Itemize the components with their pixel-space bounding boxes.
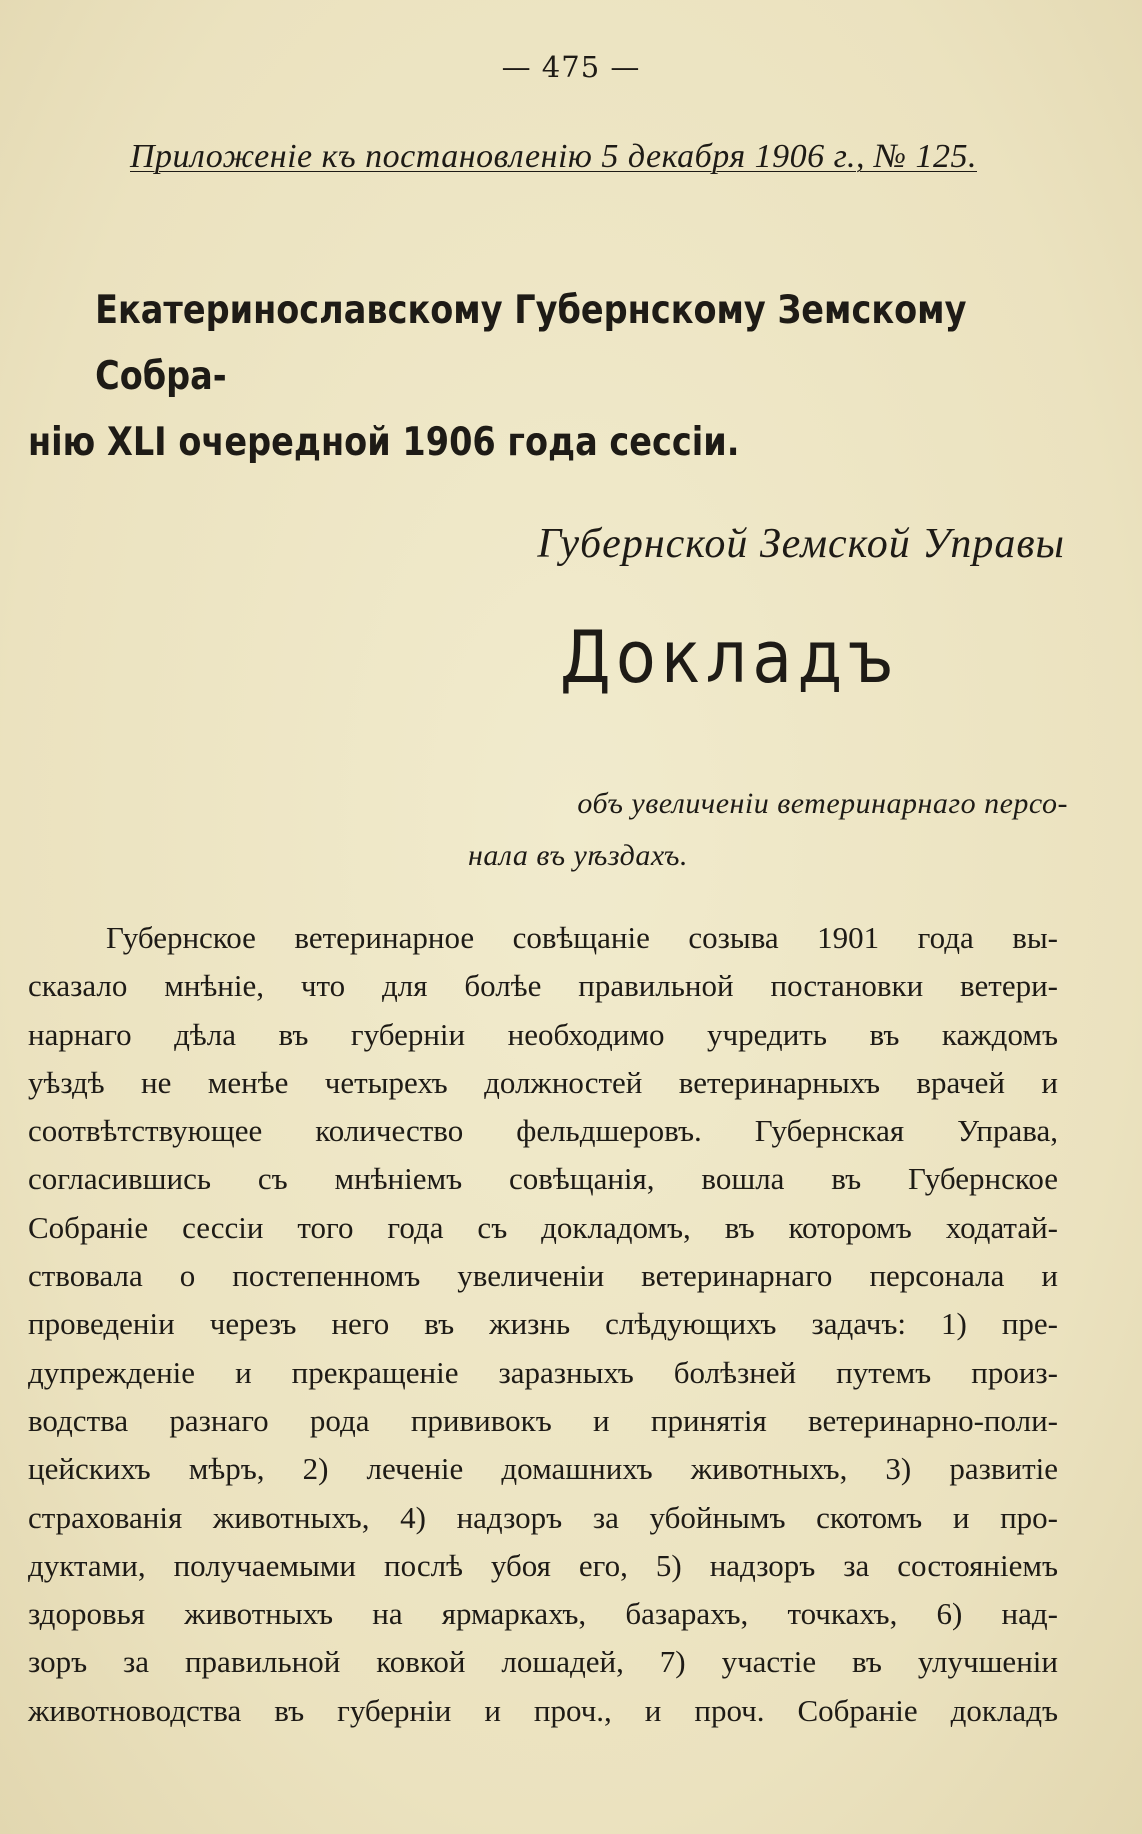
text-line: соотвѣтствующее количество фельдшеровъ. Губернская Управа, — [28, 1113, 1058, 1149]
document-heading — [28, 278, 1060, 476]
text-line: Губернское ветеринарное совѣщаніе созыва 1901 года вы- — [106, 920, 1058, 955]
issuing-authority: Губернской Земской Управы — [537, 521, 1065, 567]
text-line: цейскихъ мѣръ, 2) леченіе домашнихъ животныхъ, 3) развитіе — [28, 1451, 1058, 1487]
text-line: водства разнаго рода прививокъ и принятія ветеринарно-поли- — [28, 1402, 1058, 1438]
text-line: дуктами, получаемыми послѣ убоя его, 5) надзоръ за состояніемъ — [28, 1547, 1058, 1583]
page-number: — 475 — — [501, 50, 641, 84]
heading-line: Екатеринославскому Губернскому Земскому Собра- — [95, 288, 967, 399]
report-subject — [468, 778, 1068, 882]
subject-line: объ увеличеніи ветеринарнаго персо- — [577, 787, 1068, 820]
text-line: животноводства въ губерніи и проч., и проч. Собраніе докладъ — [28, 1692, 1058, 1728]
appendix-note: Приложеніе къ постановленію 5 декабря 1906 г., № 125. — [130, 138, 977, 175]
text-line: ствовала о постепенномъ увеличеніи ветеринарнаго персонала и — [28, 1258, 1058, 1294]
text-line: проведеніи черезъ него въ жизнь слѣдующихъ задачъ: 1) пре- — [28, 1306, 1058, 1342]
text-line: уѣздѣ не менѣе четырехъ должностей ветеринарныхъ врачей и — [28, 1064, 1058, 1100]
text-line: Собраніе сессіи того года съ докладомъ, въ которомъ ходатай- — [28, 1209, 1058, 1245]
body-paragraph — [28, 914, 1058, 1735]
heading-line: нію XLI очередной 1906 года сессіи. — [28, 420, 740, 465]
report-title: Докладъ — [560, 615, 899, 699]
text-line: зоръ за правильной ковкой лошадей, 7) участіе въ улучшеніи — [28, 1644, 1058, 1680]
text-line: сказало мнѣніе, что для болѣе правильной постановки ветери- — [28, 968, 1058, 1004]
text-line: страхованія животныхъ, 4) надзоръ за убойнымъ скотомъ и про- — [28, 1499, 1058, 1535]
text-line: дупрежденіе и прекращеніе заразныхъ болѣзней путемъ произ- — [28, 1354, 1058, 1390]
subject-line: нала въ уѣздахъ. — [468, 839, 688, 872]
text-line: согласившись съ мнѣніемъ совѣщанія, вошла въ Губернское — [28, 1161, 1058, 1197]
text-line: здоровья животныхъ на ярмаркахъ, базарахъ, точкахъ, 6) над- — [28, 1596, 1058, 1632]
text-line: нарнаго дѣла въ губерніи необходимо учредить въ каждомъ — [28, 1016, 1058, 1052]
